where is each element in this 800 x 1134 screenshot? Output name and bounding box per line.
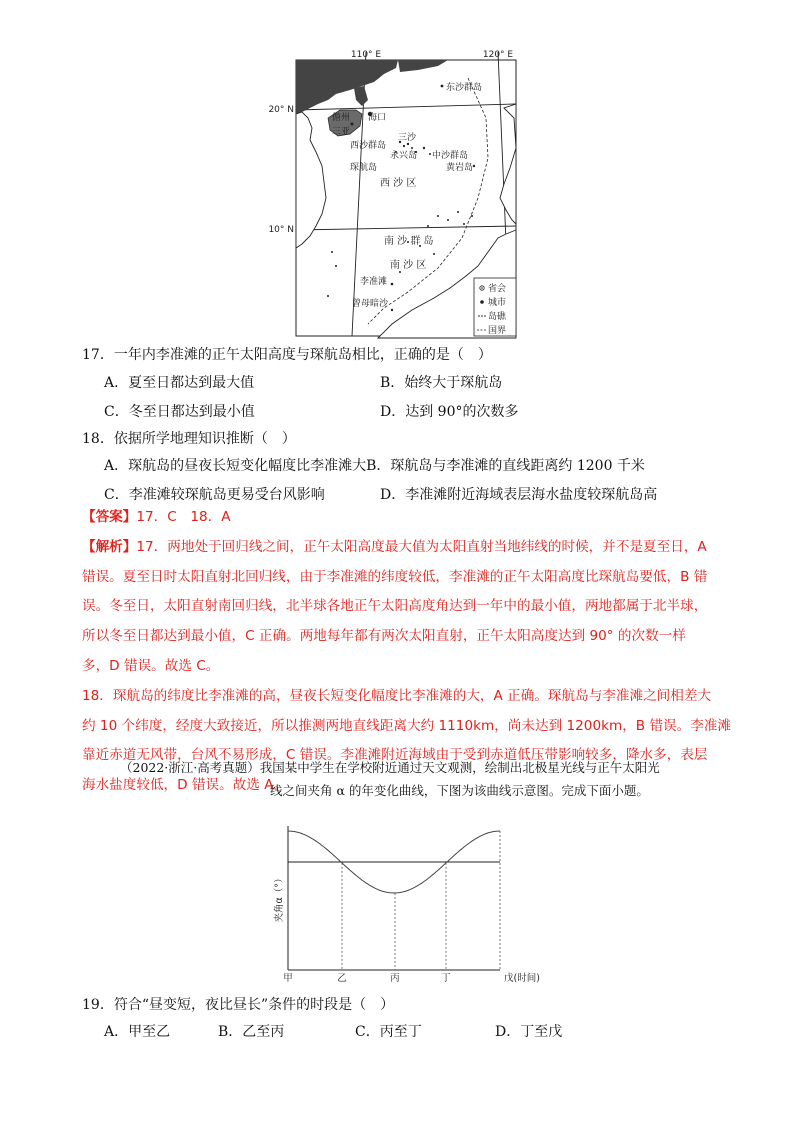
analysis-17-line-5: 多，D 错误。故选 C。 (82, 657, 220, 674)
place-sanya: 三亚 (332, 127, 351, 137)
q19-stem: 19．符合“昼变短，夜比昼长”条件的时段是（ ） (82, 997, 395, 1013)
south-china-sea-map (268, 48, 520, 338)
q19-option-b: B．乙至丙 (218, 1024, 285, 1040)
lon-label-120: 120° E (482, 50, 514, 60)
legend-island: 岛礁 (488, 312, 507, 322)
analysis-17-line-3: 误。冬至日，太阳直射南回归线，北半球各地正午太阳高度角达到一年中的最小值，两地都属于北半球， (82, 598, 708, 615)
chart-ylabel: 夹角α（°） (274, 873, 285, 923)
legend-border: 国界 (488, 326, 507, 336)
lat-label-10: 10° N (268, 225, 294, 235)
analysis-18-line-3: 靠近赤道无风带，台风不易形成，C 错误。李准滩附近海域由于受到赤道低压带影响较多，降水多，表层 (82, 747, 708, 764)
q19-option-a: A．甲至乙 (104, 1024, 171, 1040)
analysis-tag: 【解析】 (82, 538, 137, 555)
analysis-17-line-4: 所以冬至日都达到最小值，C 正确。两地每年都有两次太阳直射，正午太阳高度达到 90° 的次数一样 (82, 628, 686, 645)
lon-label-110: 110° E (350, 50, 382, 60)
analysis-18-line-4: 海水盐度较低，D 错误。故选 A。 (82, 777, 288, 794)
answer-text: 17．C 18．A (136, 509, 231, 525)
place-zhongsha: 中沙群岛 (432, 151, 469, 161)
place-dongsha: 东沙群岛 (446, 83, 483, 93)
x-tick-label: 甲 (283, 973, 293, 984)
q17-option-a: A．夏至日都达到最大值 (104, 375, 255, 391)
answer-tag: 【答案】 (82, 509, 137, 525)
analysis-18-line-2: 约 10 个纬度，经度大致接近，所以推测两地直线距离大约 1110km，尚未达到 1200km，B 错误。李准滩 (82, 717, 732, 734)
q19-option-d: D．丁至戊 (495, 1024, 563, 1040)
q17-option-d: D．达到 90°的次数多 (380, 404, 519, 420)
q19-option-c: C．丙至丁 (355, 1024, 422, 1040)
place-chenhang: 琛航岛 (350, 163, 378, 173)
legend-city: 城市 (488, 298, 507, 308)
analysis-17-line-1: 17．两地处于回归线之间，正午太阳高度最大值为太阳直射当地纬线的时候，并不是夏至日，A (136, 538, 707, 555)
x-tick-label: 乙 (337, 973, 347, 984)
place-sansha: 三沙 (398, 133, 417, 143)
place-zengmuansha: 曾母暗沙 (352, 299, 389, 309)
q17-stem: 17．一年内李准滩的正午太阳高度与琛航岛相比，正确的是（ ） (82, 347, 492, 363)
place-xisha-islands: 西沙群岛 (350, 141, 387, 151)
place-haikou: 海口 (368, 113, 387, 123)
q18-option-c: C．李准滩较琛航岛更易受台风影响 (104, 487, 325, 503)
legend-capital: 省会 (488, 284, 507, 294)
q17-option-c: C．冬至日都达到最小值 (104, 404, 255, 420)
place-xisha-district: 西 沙 区 (380, 178, 417, 189)
x-tick-label: 戊(时间) (504, 973, 540, 984)
place-danzhou: 儋州 (332, 113, 351, 123)
place-nansha-district: 南 沙 区 (390, 260, 427, 271)
q17-option-b: B．始终大于琛航岛 (380, 375, 503, 391)
map-legend (474, 278, 516, 336)
q18-option-d: D．李准滩附近海域表层海水盐度较琛航岛高 (380, 487, 658, 503)
place-nansha-islands: 南 沙 群 岛 (384, 236, 434, 247)
lat-label-20: 20° N (268, 105, 294, 115)
analysis-17-line-2: 错误。夏至日时太阳直射北回归线，由于李准滩的纬度较低，李准滩的正午太阳高度比琛航岛要低，B 错 (82, 568, 708, 585)
place-huangyan: 黄岩岛 (446, 163, 474, 173)
x-tick-label: 丙 (390, 973, 400, 984)
x-tick-label: 丁 (441, 973, 451, 984)
angle-chart (268, 818, 540, 984)
q18-option-ab: A．琛航岛的昼夜长短变化幅度比李准滩大B．琛航岛与李准滩的直线距离约 1200 千米 (104, 458, 645, 474)
q18-stem: 18．依据所学地理知识推断（ ） (82, 431, 296, 447)
analysis-18-line-1: 18．琛航岛的纬度比李准滩的高，昼夜长短变化幅度比李准滩的大，A 正确。琛航岛与李准滩之间相差大 (82, 687, 712, 704)
place-lizhuntan: 李准滩 (360, 277, 388, 287)
intro-line-2: 线之间夹角 α 的年变化曲线，下图为该曲线示意图。完成下面小题。 (270, 783, 649, 798)
place-yongxing: 永兴岛 (390, 151, 418, 161)
intro-line-1: （2022·浙江·高考真题）我国某中学生在学校附近通过天文观测，绘制出北极星光线与正午太阳光 (120, 760, 660, 775)
